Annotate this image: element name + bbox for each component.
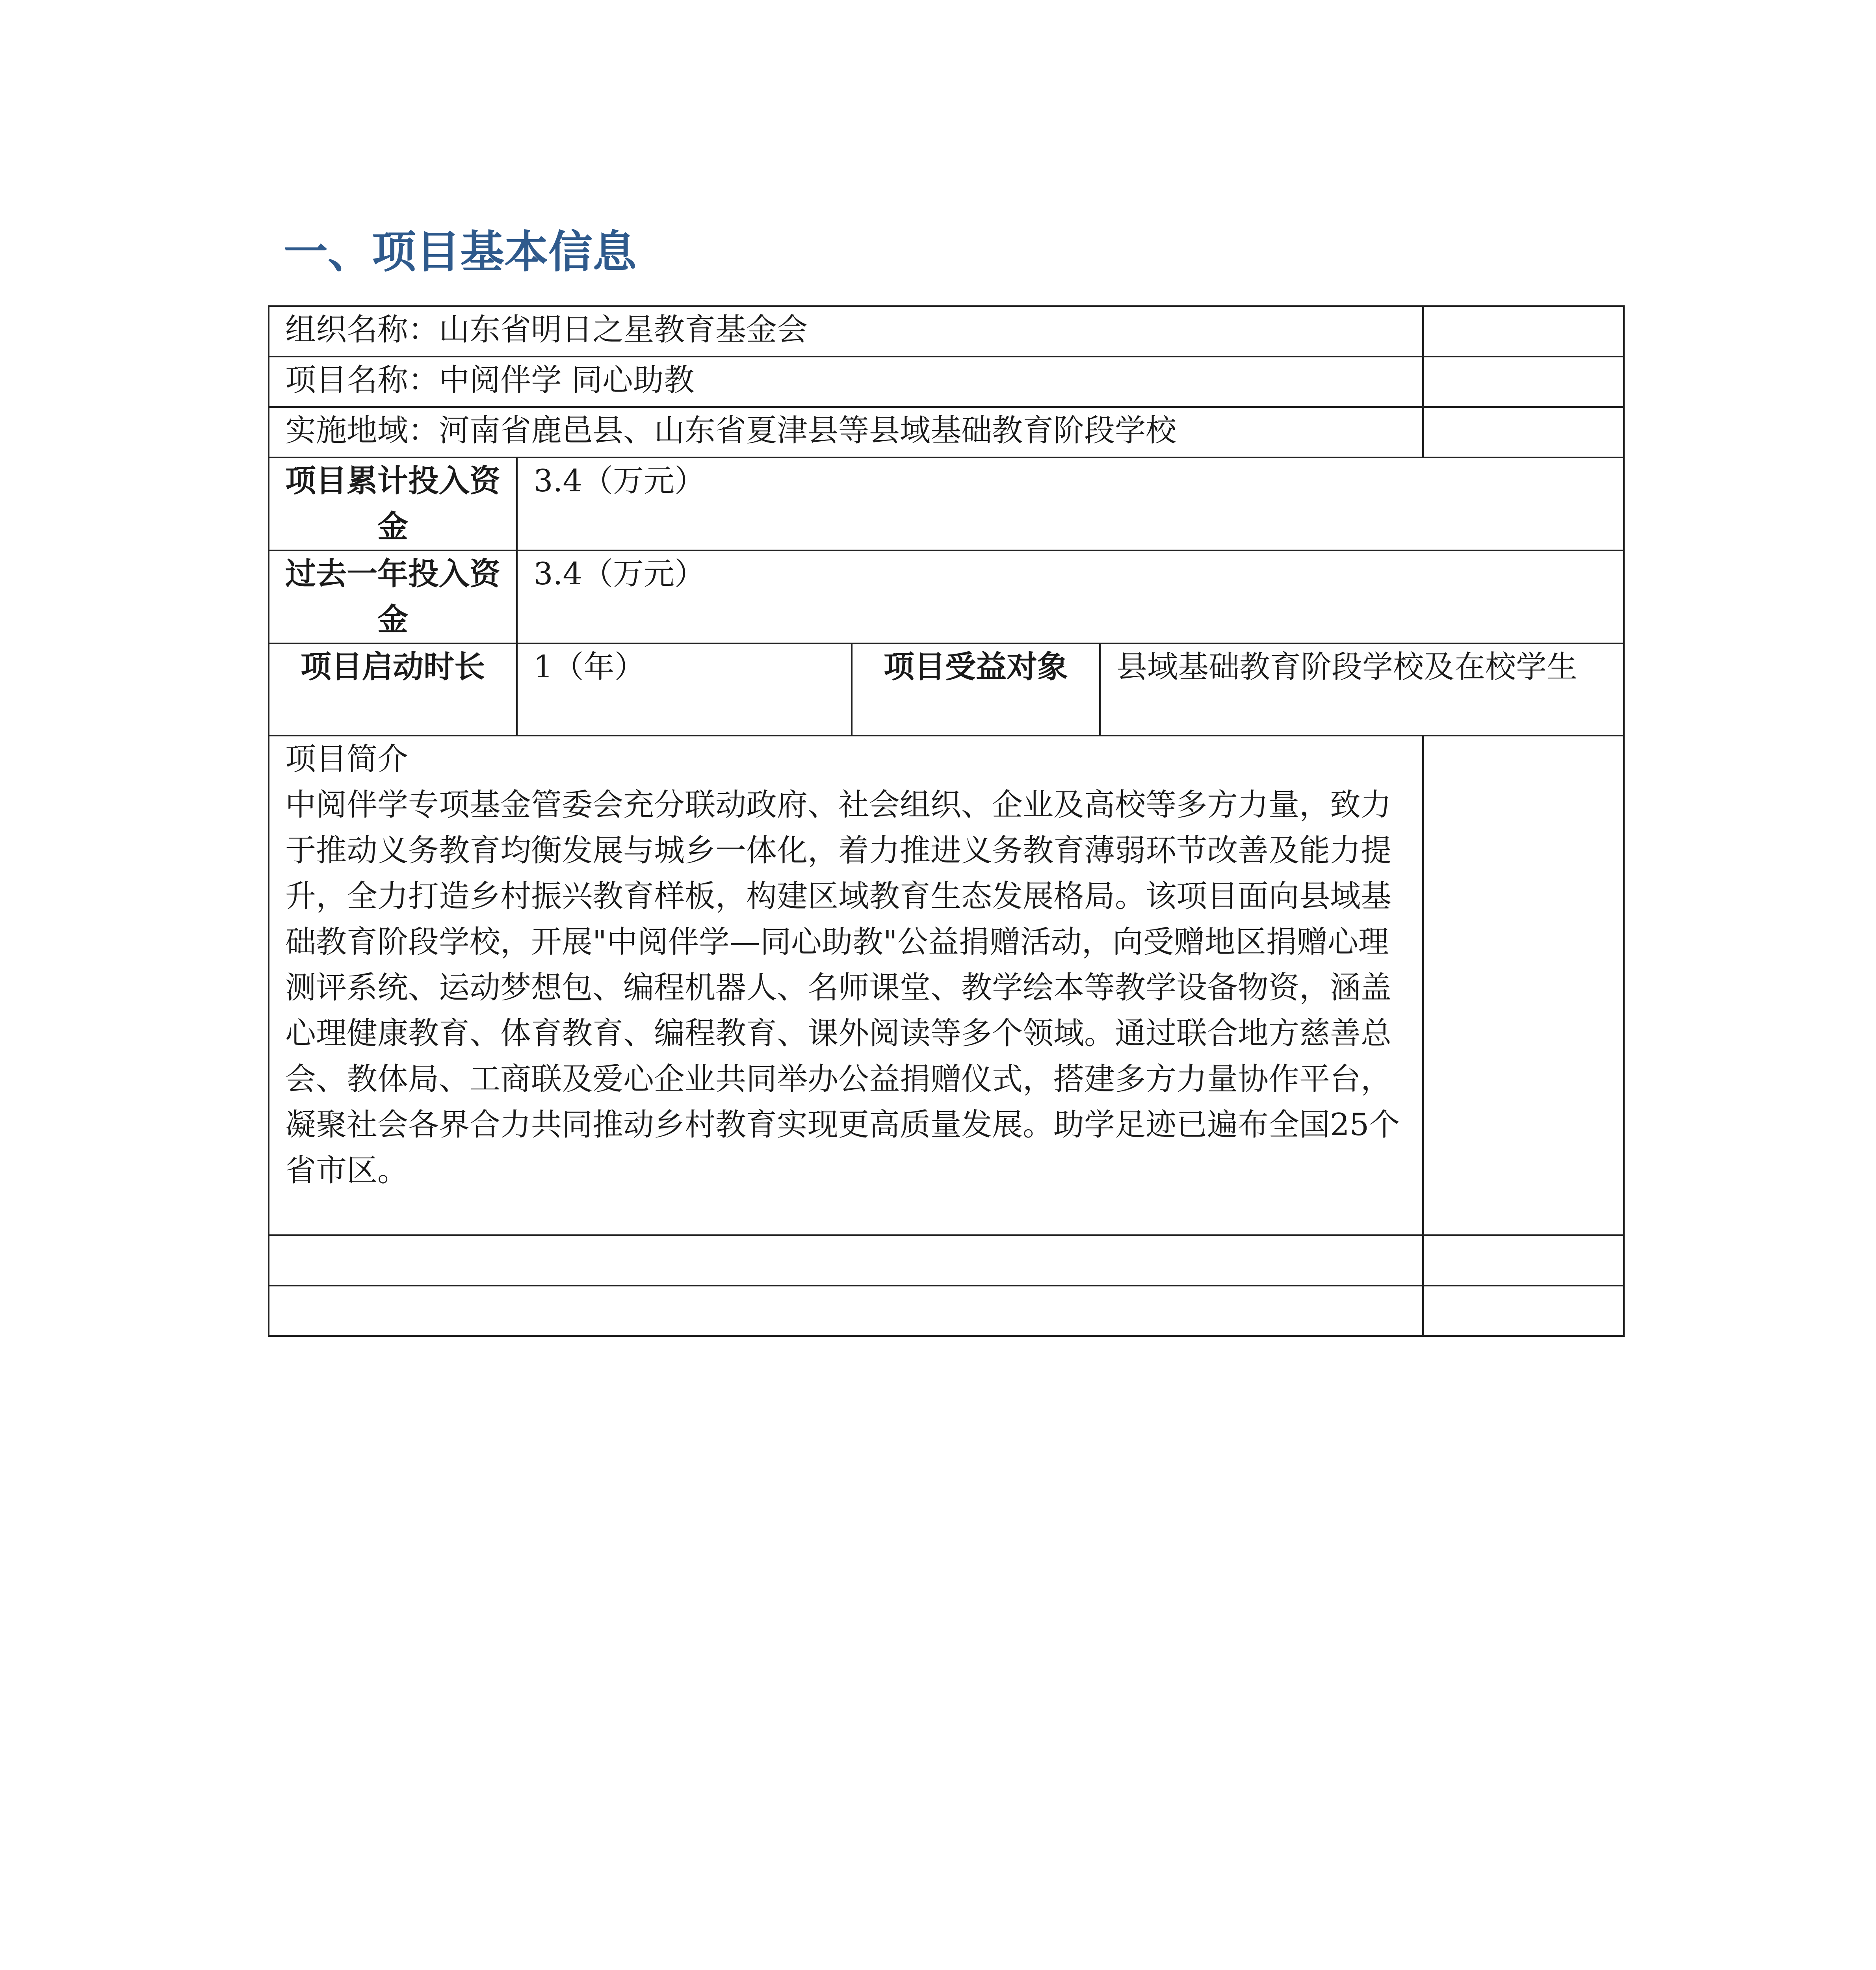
- beneficiary-label: 项目受益对象: [852, 643, 1100, 736]
- empty-cell: [1423, 1286, 1624, 1336]
- project-name-text: 项目名称：中阅伴学 同心助教: [285, 362, 695, 398]
- section-title: 一、项目基本信息: [284, 227, 637, 278]
- duration-value: 1（年）: [517, 643, 852, 736]
- table-row-total-funds: [269, 457, 1624, 550]
- empty-cell: [269, 1286, 1423, 1336]
- empty-cell: [1423, 736, 1624, 1235]
- duration-label: 项目启动时长: [269, 643, 517, 736]
- table-row-intro: [269, 736, 1624, 1235]
- table-row-duration-beneficiary: [269, 643, 1624, 736]
- org-name-text: 组织名称：山东省明日之星教育基金会: [285, 312, 808, 348]
- intro-title: 项目简介: [285, 742, 409, 777]
- empty-cell: [269, 1235, 1423, 1286]
- table-row-region: [269, 407, 1624, 457]
- empty-cell: [1423, 306, 1624, 357]
- table-row-org-name: [269, 306, 1624, 357]
- project-info-table: [268, 305, 1625, 1337]
- empty-cell: [1423, 1235, 1624, 1286]
- table-row-last-year-funds: [269, 550, 1624, 643]
- table-row-empty: [269, 1235, 1624, 1286]
- empty-cell: [1423, 407, 1624, 457]
- beneficiary-value: 县域基础教育阶段学校及在校学生: [1100, 643, 1624, 736]
- total-funds-value: 3.4（万元）: [517, 457, 1624, 550]
- last-year-funds-label: 过去一年投入资金: [269, 550, 517, 643]
- last-year-funds-value: 3.4（万元）: [517, 550, 1624, 643]
- empty-cell: [1423, 357, 1624, 407]
- total-funds-label: 项目累计投入资金: [269, 457, 517, 550]
- table-row-project-name: [269, 357, 1624, 407]
- intro-text: 中阅伴学专项基金管委会充分联动政府、社会组织、企业及高校等多方力量，致力于推动义务教育均衡发展与城乡一体化，着力推进义务教育薄弱环节改善及能力提升，全力打造乡村振兴教育样板，构建区域教育生态发展格局。该项目面向县域基础教育阶段学校，开展"中阅伴学—同心助教"公益捐赠活动，向受赠地区捐赠心理测评系统、运动梦想包、编程机器人、名师课堂、教学绘本等教学设备物资，涵盖心理健康教育、体育教育、编程教育、课外阅读等多个领域。通过联合地方慈善总会、教体局、工商联及爱心企业共同举办公益捐赠仪式，搭建多方力量协作平台，凝聚社会各界合力共同推动乡村教育实现更高质量发展。助学足迹已遍布全国25个省市区。: [285, 787, 1400, 1188]
- table-row-empty: [269, 1286, 1624, 1336]
- region-text: 实施地域：河南省鹿邑县、山东省夏津县等县域基础教育阶段学校: [285, 413, 1177, 448]
